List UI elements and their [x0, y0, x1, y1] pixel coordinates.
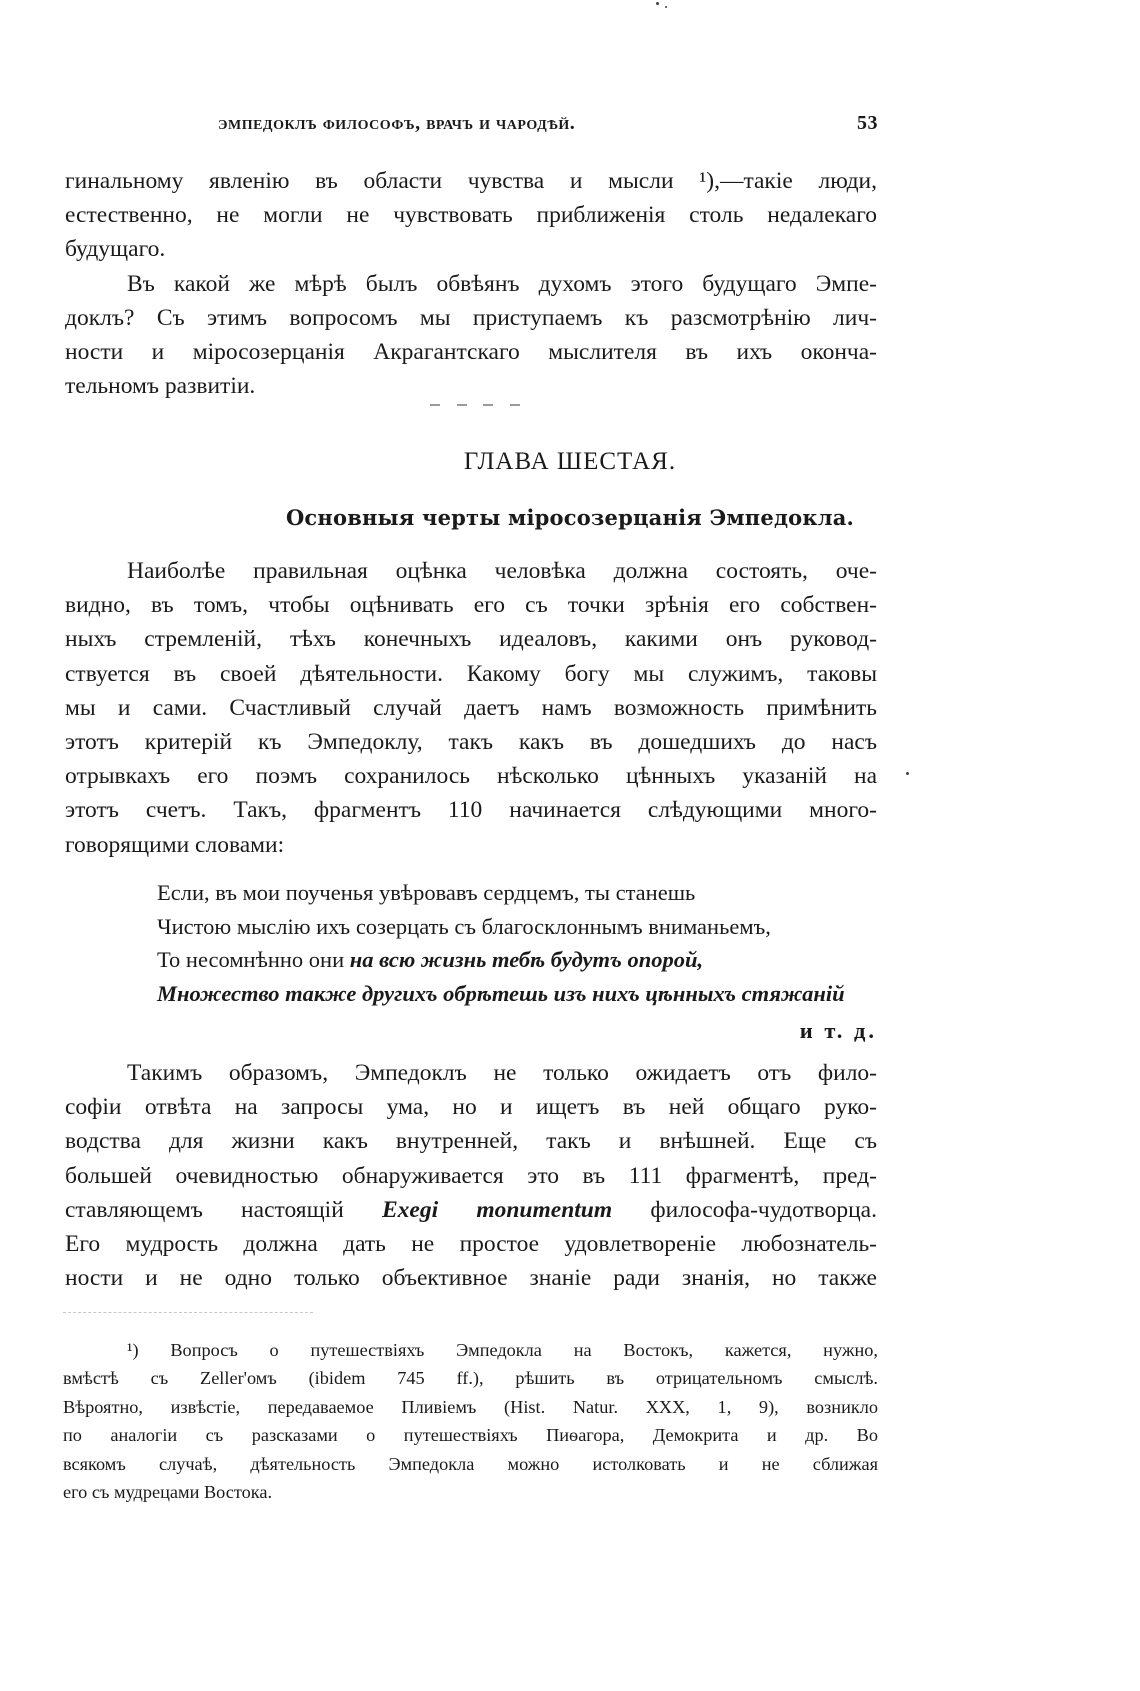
- print-speck: [906, 772, 909, 775]
- verse-line: Если, въ мои поученья увѣровавъ сердцемъ, ты станешь: [157, 880, 696, 905]
- verse-quotation: [157, 876, 877, 1048]
- running-header: [218, 112, 878, 142]
- closing-paragraph: [65, 1056, 877, 1295]
- chapter-subtitle: Основныя черты міросозерцанія Эмпедокла.: [285, 505, 855, 530]
- ornament-dash: [510, 404, 520, 406]
- opening-paragraphs: [65, 164, 877, 403]
- text-line: ности и не одно только объективное знаніе ради знанія, но также: [65, 1265, 877, 1292]
- verse-text: То несомнѣнно они: [157, 947, 350, 973]
- text-line: отрывкахъ его поэмъ сохранилось нѣсколько цѣнныхъ указаній на: [65, 763, 877, 790]
- text-line: ныхъ стремленій, тѣхъ конечныхъ идеаловъ, какими онъ руковод-: [65, 626, 877, 653]
- footnote-line: Вѣроятно, извѣстіе, передаваемое Пливіемъ (Hist. Natur. XXX, 1, 9), возникло: [63, 1396, 878, 1417]
- footnote-line: по аналогіи съ разсказами о путешествіяхъ Пиѳагора, Демокрита и др. Во: [63, 1425, 878, 1446]
- text-line: доклъ? Съ этимъ вопросомъ мы приступаемъ къ разсмотрѣнію лич-: [65, 304, 877, 331]
- section-ornament: [430, 404, 520, 410]
- ornament-dash: [483, 404, 493, 406]
- text-line: Такимъ образомъ, Эмпедоклъ не только ожидаетъ отъ фило-: [127, 1060, 877, 1086]
- footnote-separator: [63, 1312, 313, 1313]
- footnote: [63, 1336, 878, 1506]
- text-line: большей очевидностью обнаруживается это въ 111 фрагментѣ, пред-: [65, 1162, 877, 1189]
- text-run: философа-чудотворца.: [612, 1196, 877, 1223]
- footnote-line: всякомъ случаѣ, дѣятельность Эмпедокла можно истолковать и не сближая: [63, 1453, 878, 1474]
- text-run: ставляющемъ настоящій: [65, 1196, 382, 1223]
- page-number: 53: [857, 112, 878, 134]
- text-line: тельномъ развитіи.: [65, 373, 256, 400]
- text-line: Наиболѣе правильная оцѣнка человѣка должна состоять, оче-: [127, 558, 877, 584]
- verse-etc: и т. д.: [799, 1018, 877, 1044]
- text-line: этотъ критерій къ Эмпедоклу, такъ какъ въ дошедшихъ до насъ: [65, 729, 877, 756]
- text-line: будущаго.: [65, 236, 166, 263]
- text-line: ствуется въ своей дѣятельности. Какому богу мы служимъ, таковы: [65, 660, 877, 687]
- verse-line: Множество также другихъ обрѣтешь изъ нихъ цѣнныхъ стяжаній: [157, 980, 845, 1006]
- footnote-line: ¹) Вопросъ о путешествіяхъ Эмпедокла на Востокъ, кажется, нужно,: [127, 1340, 878, 1360]
- latin-quotation: Exegi monumentum: [381, 1196, 613, 1223]
- verse-italic-text: на всю жизнь тебѣ будутъ опорой,: [349, 947, 704, 973]
- chapter-title: ГЛАВА ШЕСТАЯ.: [463, 448, 677, 475]
- text-line: видно, въ томъ, чтобы оцѣнивать его съ точки зрѣнія его собствен-: [65, 592, 877, 619]
- text-line: гинальному явленію въ области чувства и мысли ¹),—такіе люди,: [65, 168, 877, 194]
- footnote-line: вмѣстѣ съ Zeller'омъ (ibidem 745 ff.), рѣшить въ отрицательномъ смыслѣ.: [63, 1368, 878, 1389]
- text-line: Въ какой же мѣрѣ былъ обвѣянъ духомъ этого будущаго Эмпе-: [127, 270, 877, 297]
- text-line: ности и міросозерцанія Акрагантскаго мыслителя въ ихъ оконча-: [65, 339, 877, 366]
- running-title: эмпедоклъ философъ, врачъ и чародѣй.: [218, 112, 576, 134]
- text-line: мы и сами. Счастливый случай даетъ намъ возможность примѣнить: [65, 694, 877, 721]
- chapter-first-paragraph: [65, 554, 877, 862]
- verse-line: [157, 943, 877, 977]
- print-speck: [665, 6, 667, 8]
- text-line: этотъ счетъ. Такъ, фрагментъ 110 начинается слѣдующими много-: [65, 797, 877, 824]
- ornament-dash: [457, 404, 467, 406]
- print-speck: [656, 2, 659, 5]
- text-line: естественно, не могли не чувствовать приближенія столь недалекаго: [65, 202, 877, 229]
- text-line: [65, 1193, 877, 1227]
- text-line: софіи отвѣта на запросы ума, но и ищетъ въ ней общаго руко-: [65, 1094, 877, 1121]
- verse-line: Чистою мыслію ихъ созерцать съ благосклоннымъ вниманьемъ,: [157, 913, 771, 939]
- text-line: водства для жизни какъ внутренней, такъ и внѣшней. Еще съ: [65, 1128, 877, 1155]
- ornament-dash: [430, 404, 440, 406]
- text-line: Его мудрость должна дать не простое удовлетвореніе любознатель-: [65, 1231, 877, 1258]
- text-line: говорящими словами:: [65, 831, 285, 858]
- footnote-line: его съ мудрецами Востока.: [63, 1482, 273, 1503]
